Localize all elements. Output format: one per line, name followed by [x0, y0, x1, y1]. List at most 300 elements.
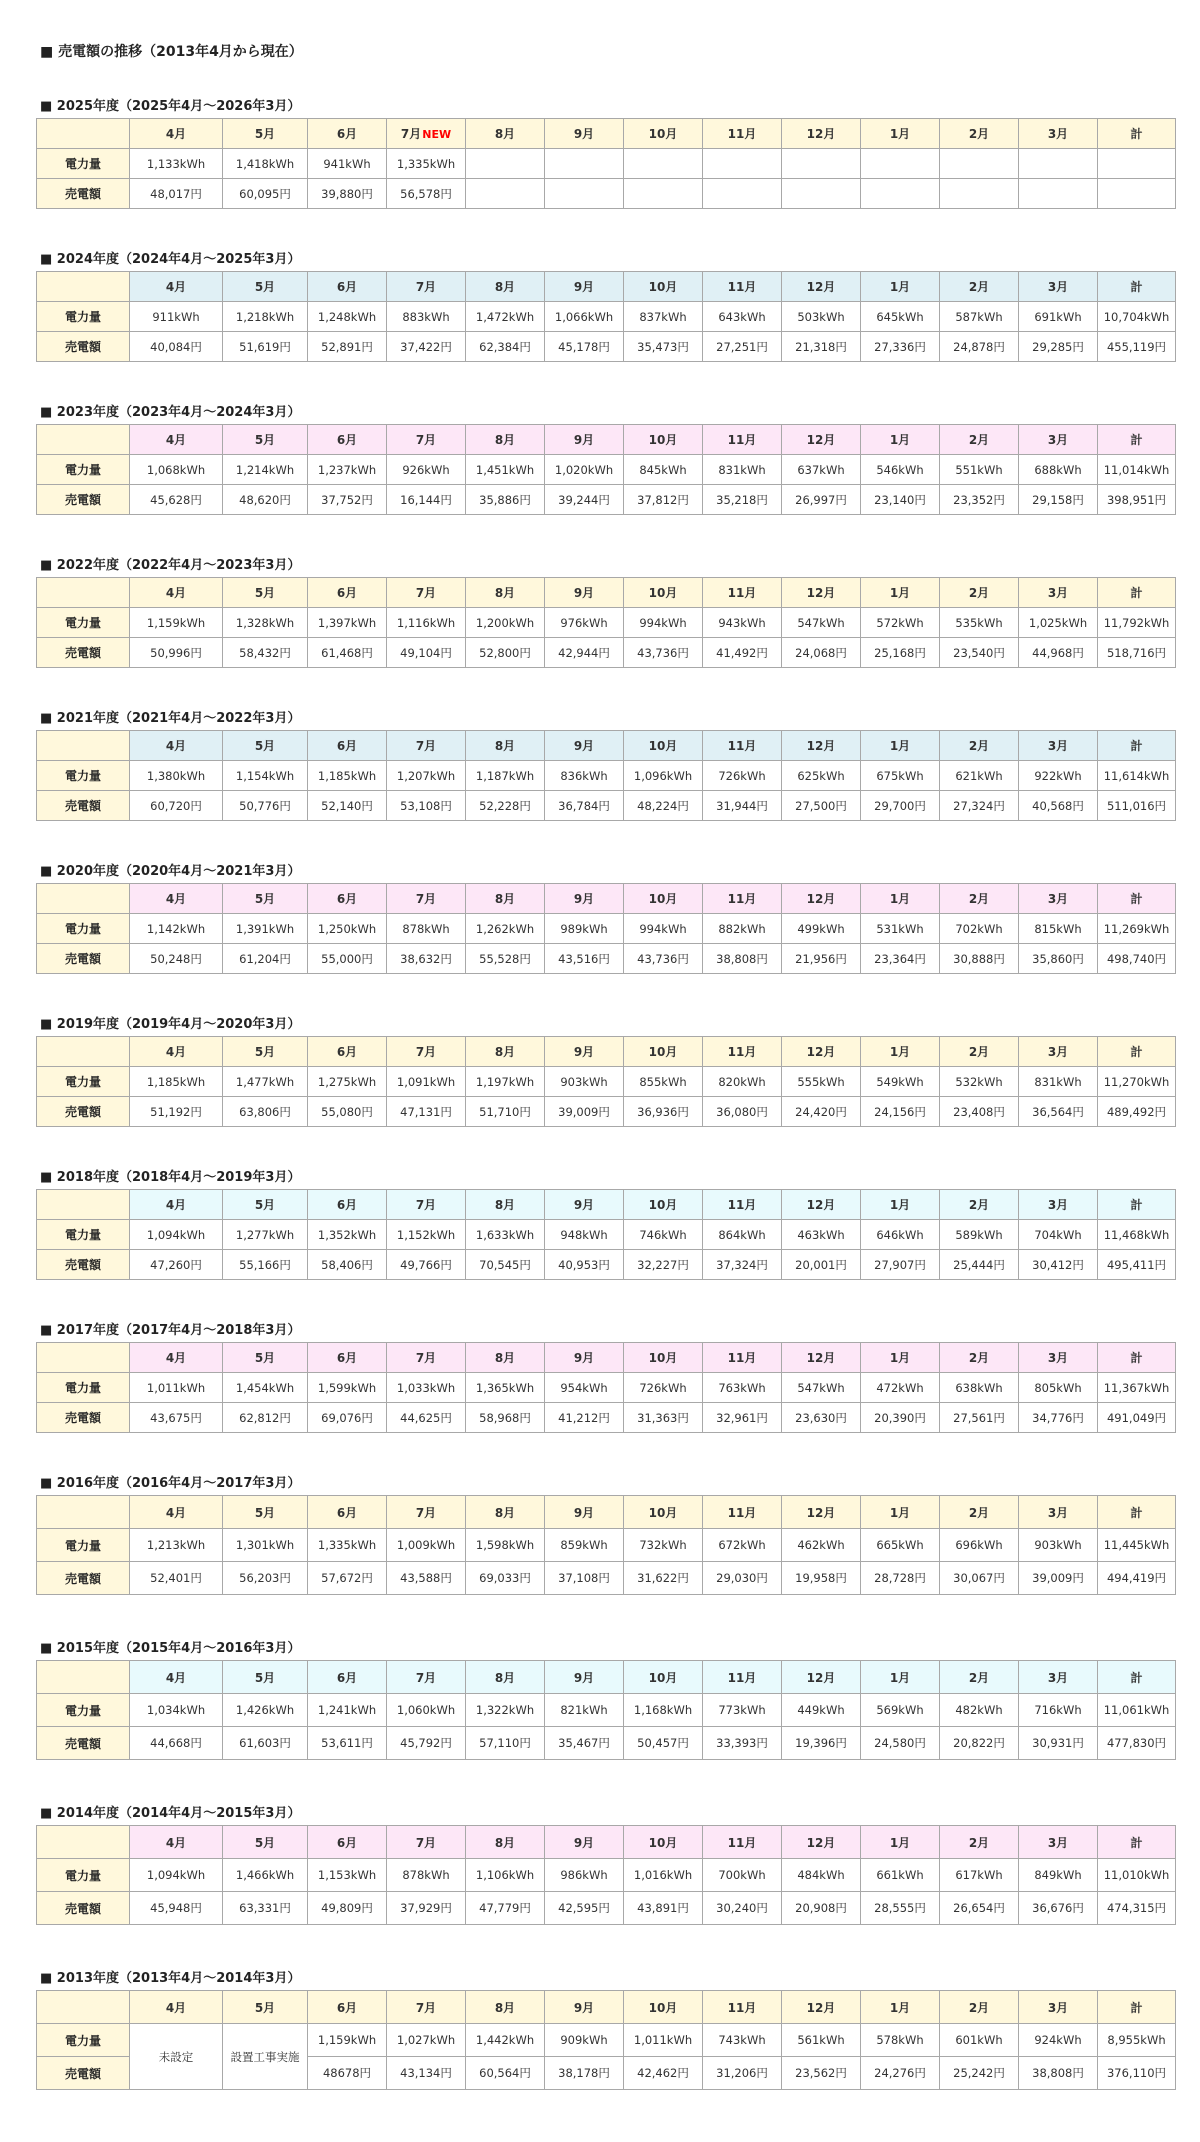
month-header: [703, 425, 782, 455]
year-title: ■ 2025年度（2025年4月～2026年3月）: [40, 99, 301, 114]
month-label: 7月: [415, 1198, 437, 1212]
month-label: 7月: [415, 1670, 437, 1685]
sales-cell: 57,110円: [466, 1727, 545, 1760]
corner-cell: [37, 272, 130, 302]
month-header: [624, 425, 703, 455]
sales-cell: 52,800円: [466, 638, 545, 668]
month-header: [861, 1037, 940, 1067]
sales-cell: 35,473円: [624, 332, 703, 362]
month-label: 11月: [727, 1670, 757, 1685]
sales-cell: 24,580円: [861, 1727, 940, 1760]
power-cell: 1,159kWh: [130, 608, 223, 638]
month-header: [223, 1991, 308, 2024]
month-header: [223, 578, 308, 608]
power-cell: 1,066kWh: [545, 302, 624, 332]
power-row-label: 電力量: [37, 608, 130, 638]
month-header: [130, 1496, 223, 1529]
month-label: 4月: [165, 1505, 187, 1520]
month-header: [308, 1190, 387, 1220]
power-cell: 449kWh: [782, 1694, 861, 1727]
month-label: 1月: [889, 127, 911, 141]
sales-cell: 58,432円: [223, 638, 308, 668]
month-label: 12月: [806, 1351, 836, 1365]
power-cell: 1,016kWh: [624, 1859, 703, 1892]
month-header: [545, 1826, 624, 1859]
year-title: ■ 2013年度（2013年4月～2014年3月）: [40, 1971, 301, 1986]
year-table: [36, 1189, 1176, 1280]
power-row: [37, 608, 1176, 638]
month-label: 計: [1130, 2000, 1143, 2015]
table-header-row: [37, 1190, 1176, 1220]
corner-cell: [37, 1190, 130, 1220]
month-label: 11月: [727, 586, 757, 600]
month-label: 8月: [494, 1670, 516, 1685]
month-label: 4月: [165, 280, 187, 294]
power-row-label: 電力量: [37, 1694, 130, 1727]
month-header: [782, 578, 861, 608]
power-row: [37, 1220, 1176, 1250]
power-cell: 994kWh: [624, 608, 703, 638]
month-header: [130, 1826, 223, 1859]
month-label: 12月: [806, 892, 836, 906]
month-header: [308, 1991, 387, 2024]
sales-cell: 37,108円: [545, 1562, 624, 1595]
power-cell: 864kWh: [703, 1220, 782, 1250]
power-cell: 922kWh: [1019, 761, 1098, 791]
month-label: 1月: [889, 892, 911, 906]
month-header: [861, 1826, 940, 1859]
month-label: 9月: [573, 586, 595, 600]
month-header: [940, 731, 1019, 761]
month-label: 6月: [336, 280, 358, 294]
sales-cell: 30,412円: [1019, 1250, 1098, 1280]
month-header: [940, 1661, 1019, 1694]
power-cell: 8,955kWh: [1098, 2024, 1176, 2057]
power-cell: 11,061kWh: [1098, 1694, 1176, 1727]
month-label: 2月: [968, 1670, 990, 1685]
sales-cell: 31,206円: [703, 2057, 782, 2090]
month-label: 5月: [254, 1505, 276, 1520]
year-block: [36, 1640, 1174, 1760]
month-header: [1098, 1661, 1176, 1694]
month-label: 5月: [254, 280, 276, 294]
month-header: [387, 731, 466, 761]
power-cell: 1,025kWh: [1019, 608, 1098, 638]
power-cell: 625kWh: [782, 761, 861, 791]
sales-cell: 36,080円: [703, 1097, 782, 1127]
month-header: [466, 272, 545, 302]
month-header: [387, 1496, 466, 1529]
month-header: [1098, 119, 1176, 149]
month-header: [545, 1661, 624, 1694]
year-table: [36, 1990, 1176, 2090]
month-header: [1019, 425, 1098, 455]
power-cell: 661kWh: [861, 1859, 940, 1892]
month-header: [1019, 1343, 1098, 1373]
sales-cell: 60,095円: [223, 179, 308, 209]
month-label: 8月: [494, 1835, 516, 1850]
month-header: [466, 1991, 545, 2024]
month-label: 6月: [336, 2000, 358, 2015]
sales-cell: 511,016円: [1098, 791, 1176, 821]
sales-cell: 29,285円: [1019, 332, 1098, 362]
month-header: [1019, 1661, 1098, 1694]
power-cell: 638kWh: [940, 1373, 1019, 1403]
month-header: [466, 1037, 545, 1067]
sales-cell: 23,562円: [782, 2057, 861, 2090]
sales-cell: 41,212円: [545, 1403, 624, 1433]
power-cell: 503kWh: [782, 302, 861, 332]
sales-cell: 42,944円: [545, 638, 624, 668]
month-label: 10月: [648, 1835, 678, 1850]
year-table: [36, 1660, 1176, 1760]
sales-cell: 61,468円: [308, 638, 387, 668]
power-cell: 1,213kWh: [130, 1529, 223, 1562]
month-header: [782, 1991, 861, 2024]
power-cell: 672kWh: [703, 1529, 782, 1562]
sales-cell: 20,822円: [940, 1727, 1019, 1760]
month-header: [861, 1991, 940, 2024]
month-header: [703, 272, 782, 302]
sales-row-label: 売電額: [37, 179, 130, 209]
power-cell: 621kWh: [940, 761, 1019, 791]
sales-cell: 16,144円: [387, 485, 466, 515]
power-cell: 11,614kWh: [1098, 761, 1176, 791]
power-cell: 675kWh: [861, 761, 940, 791]
sales-cell: 51,619円: [223, 332, 308, 362]
power-cell: 1,068kWh: [130, 455, 223, 485]
sales-cell: 58,406円: [308, 1250, 387, 1280]
month-label: 9月: [573, 739, 595, 753]
sales-cell: 60,720円: [130, 791, 223, 821]
month-header: [223, 1661, 308, 1694]
month-label: 7月: [400, 127, 422, 141]
power-cell: 11,792kWh: [1098, 608, 1176, 638]
year-title: ■ 2018年度（2018年4月～2019年3月）: [40, 1170, 301, 1185]
month-header: [308, 1661, 387, 1694]
month-label: 2月: [968, 892, 990, 906]
year-title: ■ 2024年度（2024年4月～2025年3月）: [40, 252, 301, 267]
power-cell: 1,454kWh: [223, 1373, 308, 1403]
sales-row: [37, 179, 1176, 209]
month-label: 9月: [573, 433, 595, 447]
sales-cell: 40,568円: [1019, 791, 1098, 821]
month-label: 2月: [968, 127, 990, 141]
corner-cell: [37, 425, 130, 455]
month-header: [545, 1991, 624, 2024]
power-row: [37, 1694, 1176, 1727]
sales-cell: 70,545円: [466, 1250, 545, 1280]
month-label: 8月: [494, 1351, 516, 1365]
sales-cell: [545, 179, 624, 209]
month-label: 8月: [494, 1198, 516, 1212]
power-cell: 1,277kWh: [223, 1220, 308, 1250]
month-header: [782, 1037, 861, 1067]
month-label: 12月: [806, 2000, 836, 2015]
month-label: 3月: [1047, 1045, 1069, 1059]
sales-cell: 25,444円: [940, 1250, 1019, 1280]
month-header: [861, 884, 940, 914]
month-label: 11月: [727, 2000, 757, 2015]
month-header: [940, 1826, 1019, 1859]
month-label: 6月: [336, 1505, 358, 1520]
sales-cell: 27,500円: [782, 791, 861, 821]
month-label: 9月: [573, 1351, 595, 1365]
sales-cell: 48678円: [308, 2057, 387, 2090]
month-label: 6月: [336, 739, 358, 753]
month-header: [940, 1190, 1019, 1220]
month-label: 3月: [1047, 1835, 1069, 1850]
sales-row-label: 売電額: [37, 944, 130, 974]
sales-cell: 55,528円: [466, 944, 545, 974]
sales-cell: 31,944円: [703, 791, 782, 821]
power-cell: [1098, 149, 1176, 179]
month-header: [223, 119, 308, 149]
power-cell: 589kWh: [940, 1220, 1019, 1250]
power-cell: 1,185kWh: [308, 761, 387, 791]
sales-cell: 42,462円: [624, 2057, 703, 2090]
year-block: [36, 1322, 1174, 1433]
month-header: [624, 1661, 703, 1694]
power-cell: [624, 149, 703, 179]
table-header-row: [37, 1991, 1176, 2024]
month-header: [703, 1190, 782, 1220]
month-header: [1019, 1037, 1098, 1067]
month-header: [940, 272, 1019, 302]
power-cell: 878kWh: [387, 914, 466, 944]
sales-cell: 38,808円: [703, 944, 782, 974]
month-header: [1098, 578, 1176, 608]
power-cell: 1,275kWh: [308, 1067, 387, 1097]
month-label: 5月: [254, 739, 276, 753]
month-header: [387, 1661, 466, 1694]
sales-cell: 43,134円: [387, 2057, 466, 2090]
month-header: [624, 272, 703, 302]
year-table: [36, 271, 1176, 362]
month-label: 3月: [1047, 2000, 1069, 2015]
power-cell: 1,033kWh: [387, 1373, 466, 1403]
power-cell: 578kWh: [861, 2024, 940, 2057]
power-row: [37, 455, 1176, 485]
month-label: 7月: [415, 739, 437, 753]
power-cell: 986kWh: [545, 1859, 624, 1892]
power-row-label: 電力量: [37, 2024, 130, 2057]
sales-cell: 49,766円: [387, 1250, 466, 1280]
month-label: 3月: [1047, 433, 1069, 447]
sales-cell: 32,227円: [624, 1250, 703, 1280]
month-label: 2月: [968, 1835, 990, 1850]
power-row: [37, 149, 1176, 179]
power-cell: 1,091kWh: [387, 1067, 466, 1097]
month-header: [1019, 1190, 1098, 1220]
power-cell: 883kWh: [387, 302, 466, 332]
power-cell: 989kWh: [545, 914, 624, 944]
sales-cell: 47,131円: [387, 1097, 466, 1127]
power-cell: 547kWh: [782, 1373, 861, 1403]
month-header: [1019, 1991, 1098, 2024]
year-block: [36, 251, 1174, 362]
month-label: 計: [1130, 892, 1143, 906]
sales-cell: 35,467円: [545, 1727, 624, 1760]
month-label: 7月: [415, 1045, 437, 1059]
year-title: ■ 2015年度（2015年4月～2016年3月）: [40, 1641, 301, 1656]
month-label: 1月: [889, 2000, 911, 2015]
power-cell: 1,397kWh: [308, 608, 387, 638]
month-label: 5月: [254, 1198, 276, 1212]
month-header: [308, 1826, 387, 1859]
sales-cell: 55,080円: [308, 1097, 387, 1127]
sales-row: [37, 332, 1176, 362]
sales-row-label: 売電額: [37, 1892, 130, 1925]
sales-row: [37, 638, 1176, 668]
sales-cell: [940, 179, 1019, 209]
month-label: 4月: [165, 1670, 187, 1685]
year-block: [36, 1169, 1174, 1280]
power-cell: 555kWh: [782, 1067, 861, 1097]
month-header: [624, 1826, 703, 1859]
month-label: 6月: [336, 1670, 358, 1685]
sales-cell: 27,561円: [940, 1403, 1019, 1433]
power-cell: 572kWh: [861, 608, 940, 638]
month-header: [1098, 1826, 1176, 1859]
sales-cell: 477,830円: [1098, 1727, 1176, 1760]
power-cell: 665kWh: [861, 1529, 940, 1562]
sales-cell: 55,000円: [308, 944, 387, 974]
month-label: 8月: [494, 127, 516, 141]
power-cell: 1,322kWh: [466, 1694, 545, 1727]
sales-cell: 43,675円: [130, 1403, 223, 1433]
month-label: 9月: [573, 2000, 595, 2015]
sales-cell: 28,728円: [861, 1562, 940, 1595]
power-cell: 878kWh: [387, 1859, 466, 1892]
month-header: [545, 1190, 624, 1220]
month-label: 6月: [336, 1351, 358, 1365]
power-cell: 643kWh: [703, 302, 782, 332]
power-cell: [940, 149, 1019, 179]
power-cell: 700kWh: [703, 1859, 782, 1892]
month-header: [1098, 1991, 1176, 2024]
month-label: 4月: [165, 1835, 187, 1850]
sales-cell: [624, 179, 703, 209]
month-label: 3月: [1047, 1670, 1069, 1685]
month-label: 6月: [336, 433, 358, 447]
table-header-row: [37, 1826, 1176, 1859]
sales-cell: [703, 179, 782, 209]
month-header: [387, 1037, 466, 1067]
sales-cell: 36,676円: [1019, 1892, 1098, 1925]
month-label: 9月: [573, 127, 595, 141]
sales-cell: 20,390円: [861, 1403, 940, 1433]
sales-cell: 30,067円: [940, 1562, 1019, 1595]
corner-cell: [37, 1991, 130, 2024]
month-header: [223, 884, 308, 914]
table-header-row: [37, 1661, 1176, 1694]
sales-cell: 35,860円: [1019, 944, 1098, 974]
month-header: [130, 578, 223, 608]
month-label: 9月: [573, 1198, 595, 1212]
year-table: [36, 577, 1176, 668]
month-label: 10月: [648, 433, 678, 447]
sales-cell: 398,951円: [1098, 485, 1176, 515]
sales-cell: 23,408円: [940, 1097, 1019, 1127]
sales-row: [37, 1727, 1176, 1760]
month-header: [1098, 1496, 1176, 1529]
sales-cell: 36,784円: [545, 791, 624, 821]
sales-cell: 48,017円: [130, 179, 223, 209]
month-label: 10月: [648, 1670, 678, 1685]
power-cell: 903kWh: [545, 1067, 624, 1097]
month-header: [466, 731, 545, 761]
month-header: [861, 272, 940, 302]
power-cell: 716kWh: [1019, 1694, 1098, 1727]
month-header: [782, 272, 861, 302]
power-cell: 1,185kWh: [130, 1067, 223, 1097]
power-row-label: 電力量: [37, 302, 130, 332]
sales-cell: 58,968円: [466, 1403, 545, 1433]
month-label: 11月: [727, 892, 757, 906]
power-row-label: 電力量: [37, 1220, 130, 1250]
month-header: [861, 119, 940, 149]
month-header: [308, 1496, 387, 1529]
power-cell: 1,218kWh: [223, 302, 308, 332]
month-label: 2月: [968, 1505, 990, 1520]
month-header: [308, 731, 387, 761]
sales-cell: 31,622円: [624, 1562, 703, 1595]
power-cell: 1,027kWh: [387, 2024, 466, 2057]
month-label: 2月: [968, 433, 990, 447]
sales-cell: 495,411円: [1098, 1250, 1176, 1280]
sales-cell: 55,166円: [223, 1250, 308, 1280]
month-label: 計: [1130, 739, 1143, 753]
sales-cell: 44,668円: [130, 1727, 223, 1760]
month-label: 10月: [648, 1045, 678, 1059]
sales-cell: 26,997円: [782, 485, 861, 515]
month-header: [308, 1037, 387, 1067]
power-cell: 849kWh: [1019, 1859, 1098, 1892]
power-cell: 815kWh: [1019, 914, 1098, 944]
month-header: [387, 1991, 466, 2024]
month-header: [545, 1496, 624, 1529]
corner-cell: [37, 1826, 130, 1859]
month-label: 12月: [806, 1835, 836, 1850]
sales-cell: 45,628円: [130, 485, 223, 515]
sales-cell: 44,625円: [387, 1403, 466, 1433]
month-header: [861, 1190, 940, 1220]
month-label: 2月: [968, 1351, 990, 1365]
power-cell: 551kWh: [940, 455, 1019, 485]
month-label: 計: [1130, 1835, 1143, 1850]
month-label: 8月: [494, 1505, 516, 1520]
month-label: 4月: [165, 892, 187, 906]
month-header: [1098, 1037, 1176, 1067]
year-block: [36, 404, 1174, 515]
month-header: [624, 1037, 703, 1067]
power-cell: 1,599kWh: [308, 1373, 387, 1403]
month-header: [130, 1991, 223, 2024]
sales-row: [37, 1403, 1176, 1433]
sales-cell: 50,248円: [130, 944, 223, 974]
sales-cell: 27,324円: [940, 791, 1019, 821]
power-cell: 763kWh: [703, 1373, 782, 1403]
power-cell: 587kWh: [940, 302, 1019, 332]
corner-cell: [37, 1037, 130, 1067]
power-cell: 702kWh: [940, 914, 1019, 944]
sales-cell: 61,204円: [223, 944, 308, 974]
month-label: 3月: [1047, 892, 1069, 906]
power-cell: 10,704kWh: [1098, 302, 1176, 332]
month-label: 11月: [727, 1045, 757, 1059]
month-header: [223, 1496, 308, 1529]
